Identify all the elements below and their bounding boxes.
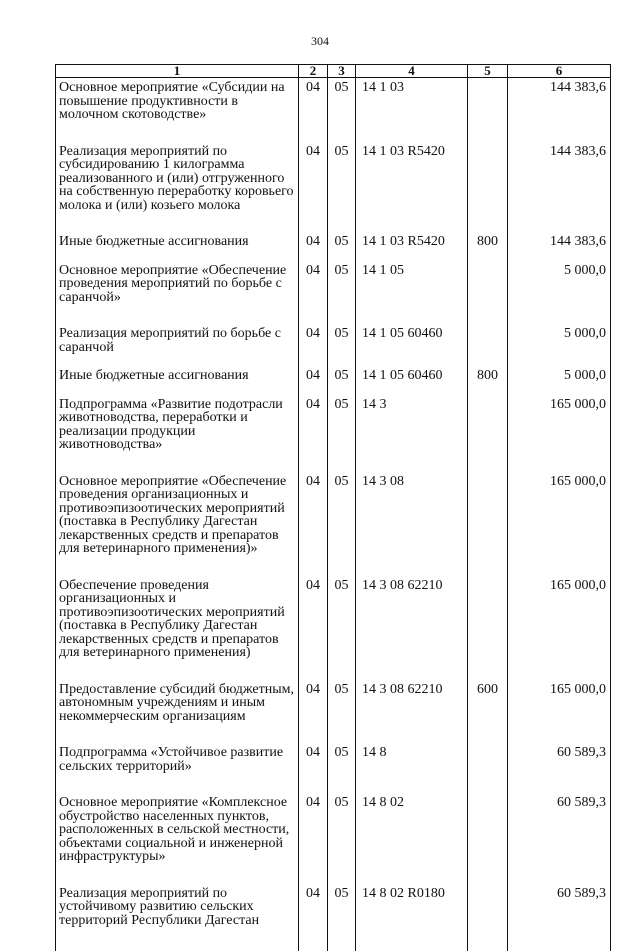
row-name: Реализация мероприятий по борьбе с саранчой [56,324,299,354]
row-spacer [56,354,611,366]
column-header-6: 6 [508,65,611,78]
spacer-cell [56,212,299,232]
row-amount: 165 000,0 [508,472,611,556]
row-target-code: 14 1 03 R5420 [356,232,468,249]
row-expense-type: 800 [468,232,508,249]
spacer-cell [56,452,299,472]
row-spacer [56,864,611,884]
table-row [56,793,611,864]
spacer-cell [468,304,508,324]
spacer-cell [56,864,299,884]
row-spacer [56,249,611,261]
spacer-cell [356,122,468,142]
spacer-cell [508,723,611,743]
table-row [56,743,611,773]
row-section: 04 [299,395,328,452]
spacer-cell [299,723,328,743]
row-name: Обеспечение проведения организационных и противоэпизоотических мероприятий (поставка в Республику Дагестан лекарственных средств и препаратов для ветеринарного применения) [56,576,299,660]
spacer-cell [299,249,328,261]
spacer-cell [328,773,356,793]
row-target-code: 14 8 02 [356,793,468,864]
row-amount: 165 000,0 [508,680,611,724]
table-body [56,78,611,951]
spacer-cell [356,556,468,576]
spacer-cell [328,927,356,951]
spacer-cell [56,723,299,743]
spacer-cell [508,927,611,951]
row-target-code: 14 1 03 R5420 [356,142,468,213]
spacer-cell [328,864,356,884]
row-name: Основное мероприятие «Обеспечение проведения организационных и противоэпизоотических мероприятий (поставка в Республику Дагестан лекарственных средств и препаратов для ветеринарного применения)» [56,472,299,556]
table-row [56,576,611,660]
spacer-cell [328,556,356,576]
row-spacer [56,723,611,743]
row-spacer [56,556,611,576]
row-section: 04 [299,232,328,249]
row-target-code: 14 8 02 R0180 [356,884,468,928]
spacer-cell [468,556,508,576]
spacer-cell [508,354,611,366]
spacer-cell [56,304,299,324]
row-subsection: 05 [328,366,356,383]
row-expense-type: 800 [468,366,508,383]
row-spacer [56,304,611,324]
spacer-cell [299,212,328,232]
row-name: Подпрограмма «Развитие подотрасли животноводства, переработки и реализации продукции животноводства» [56,395,299,452]
column-header-1: 1 [56,65,299,78]
spacer-cell [468,660,508,680]
spacer-cell [508,660,611,680]
row-target-code: 14 3 [356,395,468,452]
spacer-cell [56,773,299,793]
row-subsection: 05 [328,680,356,724]
row-expense-type [468,576,508,660]
row-target-code: 14 1 05 60460 [356,324,468,354]
spacer-cell [299,864,328,884]
row-target-code: 14 1 05 60460 [356,366,468,383]
row-section: 04 [299,261,328,305]
column-header-5: 5 [468,65,508,78]
spacer-cell [356,927,468,951]
row-section: 04 [299,743,328,773]
spacer-cell [328,383,356,395]
spacer-cell [356,249,468,261]
row-section: 04 [299,884,328,928]
budget-table-container [55,64,610,951]
spacer-cell [508,383,611,395]
spacer-cell [356,773,468,793]
table-row [56,472,611,556]
spacer-cell [328,212,356,232]
spacer-cell [299,773,328,793]
table-row [56,395,611,452]
row-section: 04 [299,324,328,354]
spacer-cell [468,383,508,395]
row-amount: 165 000,0 [508,576,611,660]
spacer-cell [356,304,468,324]
row-amount: 144 383,6 [508,78,611,122]
row-amount: 60 589,3 [508,743,611,773]
spacer-cell [356,452,468,472]
row-expense-type: 600 [468,680,508,724]
row-spacer [56,452,611,472]
spacer-cell [328,122,356,142]
spacer-cell [508,556,611,576]
spacer-cell [328,723,356,743]
row-name: Предоставление субсидий бюджетным, автономным учреждениям и иным некоммерческим организациям [56,680,299,724]
spacer-cell [299,354,328,366]
row-spacer [56,122,611,142]
spacer-cell [56,556,299,576]
spacer-cell [356,212,468,232]
spacer-cell [468,122,508,142]
row-name: Основное мероприятие «Комплексное обустройство населенных пунктов, расположенных в сельской местности, объектами социальной и инженерной инфраструктуры» [56,793,299,864]
spacer-cell [356,723,468,743]
spacer-cell [299,556,328,576]
spacer-cell [56,354,299,366]
row-subsection: 05 [328,78,356,122]
spacer-cell [468,354,508,366]
column-header-3: 3 [328,65,356,78]
row-section: 04 [299,142,328,213]
spacer-cell [328,249,356,261]
row-section: 04 [299,576,328,660]
spacer-cell [299,304,328,324]
row-subsection: 05 [328,743,356,773]
spacer-cell [468,864,508,884]
row-target-code: 14 3 08 62210 [356,576,468,660]
row-target-code: 14 1 05 [356,261,468,305]
row-expense-type [468,261,508,305]
row-section: 04 [299,680,328,724]
spacer-cell [299,383,328,395]
table-row [56,261,611,305]
spacer-cell [56,383,299,395]
spacer-cell [328,660,356,680]
row-amount: 60 589,3 [508,884,611,928]
row-section: 04 [299,472,328,556]
row-spacer [56,773,611,793]
spacer-cell [468,212,508,232]
row-expense-type [468,395,508,452]
row-target-code: 14 3 08 62210 [356,680,468,724]
spacer-cell [468,927,508,951]
spacer-cell [356,383,468,395]
row-spacer [56,927,611,951]
row-subsection: 05 [328,884,356,928]
spacer-cell [508,452,611,472]
spacer-cell [299,660,328,680]
row-amount: 5 000,0 [508,366,611,383]
spacer-cell [299,122,328,142]
budget-table [55,64,611,951]
row-spacer [56,660,611,680]
row-name: Подпрограмма «Устойчивое развитие сельских территорий» [56,743,299,773]
table-row [56,884,611,928]
spacer-cell [56,660,299,680]
spacer-cell [356,354,468,366]
row-section: 04 [299,366,328,383]
spacer-cell [468,249,508,261]
row-name: Основное мероприятие «Субсидии на повышение продуктивности в молочном скотоводстве» [56,78,299,122]
row-subsection: 05 [328,395,356,452]
row-expense-type [468,78,508,122]
spacer-cell [508,304,611,324]
column-header-4: 4 [356,65,468,78]
column-number-header [56,65,611,78]
row-section: 04 [299,793,328,864]
row-expense-type [468,743,508,773]
row-name: Иные бюджетные ассигнования [56,366,299,383]
row-subsection: 05 [328,324,356,354]
spacer-cell [56,249,299,261]
spacer-cell [56,122,299,142]
row-amount: 5 000,0 [508,324,611,354]
row-expense-type [468,472,508,556]
row-target-code: 14 8 [356,743,468,773]
table-row [56,232,611,249]
table-row [56,142,611,213]
spacer-cell [508,249,611,261]
spacer-cell [356,864,468,884]
table-row [56,366,611,383]
row-expense-type [468,324,508,354]
spacer-cell [356,660,468,680]
spacer-cell [299,927,328,951]
row-target-code: 14 3 08 [356,472,468,556]
spacer-cell [468,452,508,472]
row-expense-type [468,142,508,213]
table-row [56,324,611,354]
row-subsection: 05 [328,232,356,249]
row-expense-type [468,793,508,864]
spacer-cell [508,212,611,232]
spacer-cell [328,304,356,324]
spacer-cell [328,452,356,472]
row-amount: 144 383,6 [508,142,611,213]
spacer-cell [508,122,611,142]
row-spacer [56,212,611,232]
column-header-2: 2 [299,65,328,78]
table-row [56,680,611,724]
row-spacer [56,383,611,395]
row-section: 04 [299,78,328,122]
row-target-code: 14 1 03 [356,78,468,122]
spacer-cell [328,354,356,366]
spacer-cell [508,864,611,884]
spacer-cell [56,927,299,951]
row-amount: 165 000,0 [508,395,611,452]
row-amount: 5 000,0 [508,261,611,305]
spacer-cell [299,452,328,472]
table-row [56,78,611,122]
row-subsection: 05 [328,793,356,864]
row-subsection: 05 [328,261,356,305]
row-amount: 144 383,6 [508,232,611,249]
spacer-cell [468,723,508,743]
page-number: 304 [0,34,640,49]
row-subsection: 05 [328,142,356,213]
row-subsection: 05 [328,472,356,556]
row-name: Основное мероприятие «Обеспечение проведения мероприятий по борьбе с саранчой» [56,261,299,305]
row-name: Реализация мероприятий по субсидированию 1 килограмма реализованного и (или) отгруженного на собственную переработку коровьего молока и (или) козьего молока [56,142,299,213]
row-name: Иные бюджетные ассигнования [56,232,299,249]
row-expense-type [468,884,508,928]
row-amount: 60 589,3 [508,793,611,864]
spacer-cell [508,773,611,793]
row-subsection: 05 [328,576,356,660]
spacer-cell [468,773,508,793]
row-name: Реализация мероприятий по устойчивому развитию сельских территорий Республики Дагестан [56,884,299,928]
